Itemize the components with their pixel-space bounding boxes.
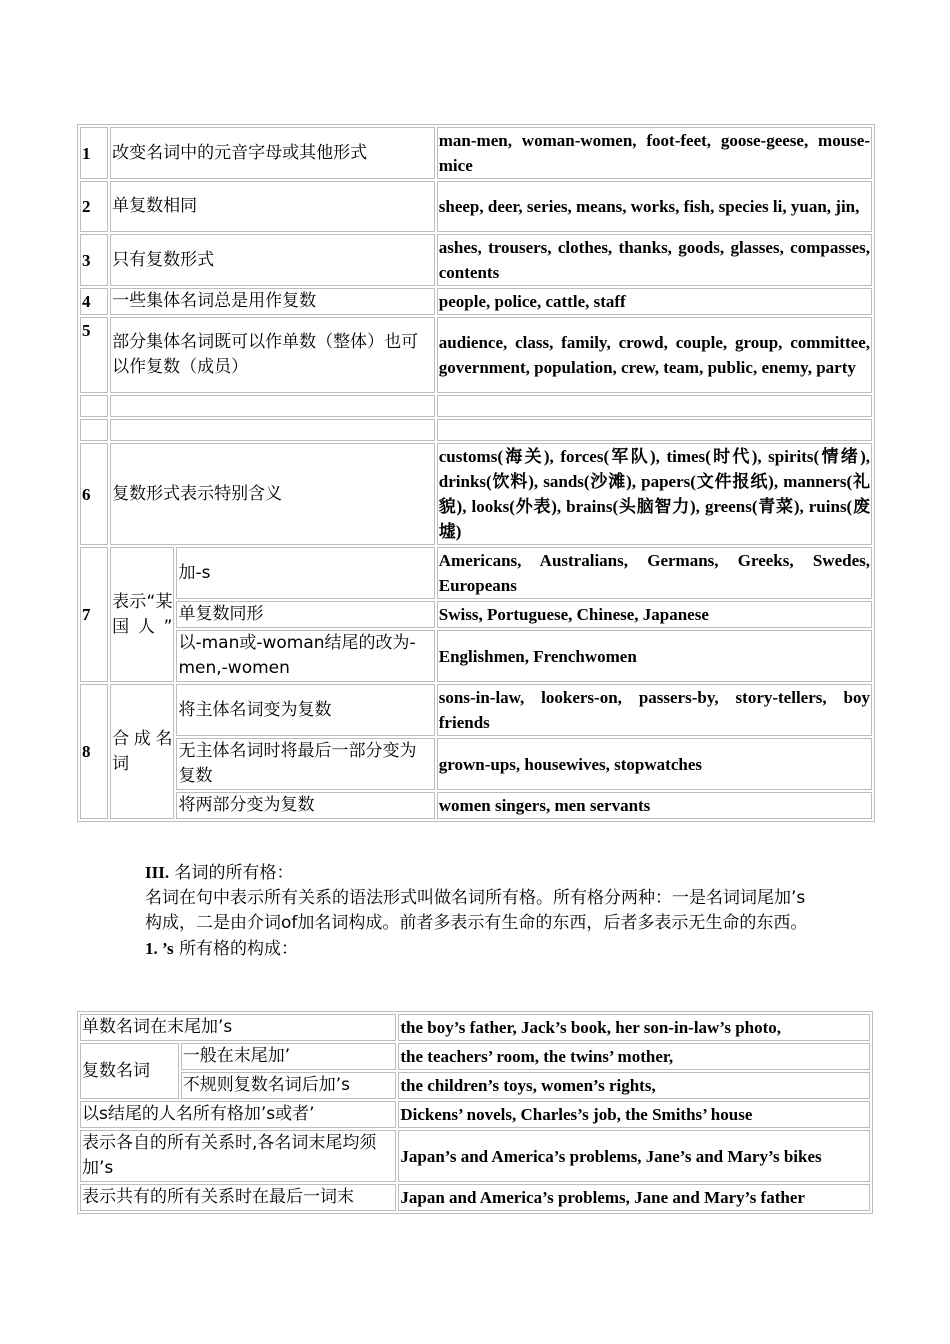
category-cell: 表示“某国人” (110, 547, 174, 682)
rule-cell: 表示各自的所有关系时,各名词末尾均须加’s (80, 1130, 396, 1182)
row-number: 3 (80, 234, 108, 286)
table-row (80, 288, 872, 315)
examples-cell: Japan and America’s problems, Jane and Mary’s father (398, 1184, 870, 1211)
table-row (80, 1184, 870, 1211)
rule-cell: 单复数相同 (110, 181, 435, 232)
examples-cell: Swiss, Portuguese, Chinese, Japanese (437, 601, 872, 628)
examples-cell: grown-ups, housewives, stopwatches (437, 738, 872, 790)
section-heading (145, 860, 815, 886)
rule-cell: 只有复数形式 (110, 234, 435, 286)
table-row (80, 234, 872, 286)
rule-cell: 以s结尾的人名所有格加’s或者’ (80, 1101, 396, 1128)
section-title: 名词的所有格： (174, 863, 294, 883)
examples-cell: Englishmen, Frenchwomen (437, 630, 872, 682)
plural-forms-table (77, 124, 875, 822)
rule-cell: 一般在末尾加’ (181, 1043, 397, 1070)
rule-cell: 将主体名词变为复数 (176, 684, 434, 736)
table-row (80, 1043, 870, 1070)
table-row (80, 547, 872, 599)
empty-cell (110, 395, 435, 417)
category-cell: 合成名词 (110, 684, 174, 819)
table-row (80, 684, 872, 736)
examples-cell: Dickens’ novels, Charles’s job, the Smiths’ house (398, 1101, 870, 1128)
subsection-number: 1. ’s (145, 939, 174, 958)
empty-cell (437, 419, 872, 441)
rule-cell: 不规则复数名词后加’s (181, 1072, 397, 1099)
examples-cell: people, police, cattle, staff (437, 288, 872, 315)
rule-cell: 复数形式表示特别含义 (110, 443, 435, 545)
section-paragraph: 名词在句中表示所有关系的语法形式叫做名词所有格。所有格分两种：一是名词词尾加’s构成，二是由介词of加名词构成。前者多表示有生命的东西，后者多表示无生命的东西。 (145, 888, 808, 933)
table-row (80, 738, 872, 790)
possessive-section (145, 860, 815, 962)
table-row (80, 443, 872, 545)
subsection-title: 所有格的构成： (179, 939, 299, 959)
rule-cell: 单数名词在末尾加’s (80, 1014, 396, 1041)
rule-cell: 无主体名词时将最后一部分变为复数 (176, 738, 434, 790)
table-row (80, 630, 872, 682)
row-number: 2 (80, 181, 108, 232)
examples-cell: customs(海关), forces(军队), times(时代), spirits(情绪), drinks(饮料), sands(沙滩), papers(文件报纸), manners(礼貌), looks(外表), brains(头脑智力), greens(青菜), ruins(废墟) (437, 443, 872, 545)
row-number: 6 (80, 443, 108, 545)
empty-row (80, 395, 872, 417)
examples-cell: ashes, trousers, clothes, thanks, goods, glasses, compasses, contents (437, 234, 872, 286)
empty-cell (110, 419, 435, 441)
examples-cell: women singers, men servants (437, 792, 872, 819)
table-row (80, 1014, 870, 1041)
section-number: III. (145, 863, 170, 882)
row-number: 1 (80, 127, 108, 179)
table-row (80, 1130, 870, 1182)
row-number: 5 (80, 317, 108, 393)
row-number: 4 (80, 288, 108, 315)
empty-cell (80, 419, 108, 441)
table-row (80, 792, 872, 819)
table-row (80, 317, 872, 393)
examples-cell: man-men, woman-women, foot-feet, goose-geese, mouse-mice (437, 127, 872, 179)
rule-cell: 单复数同形 (176, 601, 434, 628)
examples-cell: the children’s toys, women’s rights, (398, 1072, 870, 1099)
subsection-heading (145, 936, 815, 962)
examples-cell: sheep, deer, series, means, works, fish, species li, yuan, jin, (437, 181, 872, 232)
category-cell: 复数名词 (80, 1043, 179, 1099)
rule-cell: 加-s (176, 547, 434, 599)
empty-row (80, 419, 872, 441)
empty-cell (80, 395, 108, 417)
examples-cell: Americans, Australians, Germans, Greeks, Swedes, Europeans (437, 547, 872, 599)
examples-cell: sons-in-law, lookers-on, passers-by, story-tellers, boy friends (437, 684, 872, 736)
rule-cell: 改变名词中的元音字母或其他形式 (110, 127, 435, 179)
table-row (80, 1101, 870, 1128)
examples-cell: Japan’s and America’s problems, Jane’s and Mary’s bikes (398, 1130, 870, 1182)
examples-cell: the boy’s father, Jack’s book, her son-in-law’s photo, (398, 1014, 870, 1041)
table-row (80, 1072, 870, 1099)
row-number: 7 (80, 547, 108, 682)
rule-cell: 将两部分变为复数 (176, 792, 434, 819)
rule-cell: 部分集体名词既可以作单数（整体）也可以作复数（成员） (110, 317, 435, 393)
table-row (80, 127, 872, 179)
table-row (80, 601, 872, 628)
rule-cell: 表示共有的所有关系时在最后一词末 (80, 1184, 396, 1211)
examples-cell: audience, class, family, crowd, couple, group, committee, government, population, crew, team, public, enemy, party (437, 317, 872, 393)
examples-cell: the teachers’ room, the twins’ mother, (398, 1043, 870, 1070)
table-row (80, 181, 872, 232)
row-number: 8 (80, 684, 108, 819)
rule-cell: 一些集体名词总是用作复数 (110, 288, 435, 315)
empty-cell (437, 395, 872, 417)
possessive-table (77, 1011, 873, 1214)
rule-cell: 以-man或-woman结尾的改为-men,-women (176, 630, 434, 682)
